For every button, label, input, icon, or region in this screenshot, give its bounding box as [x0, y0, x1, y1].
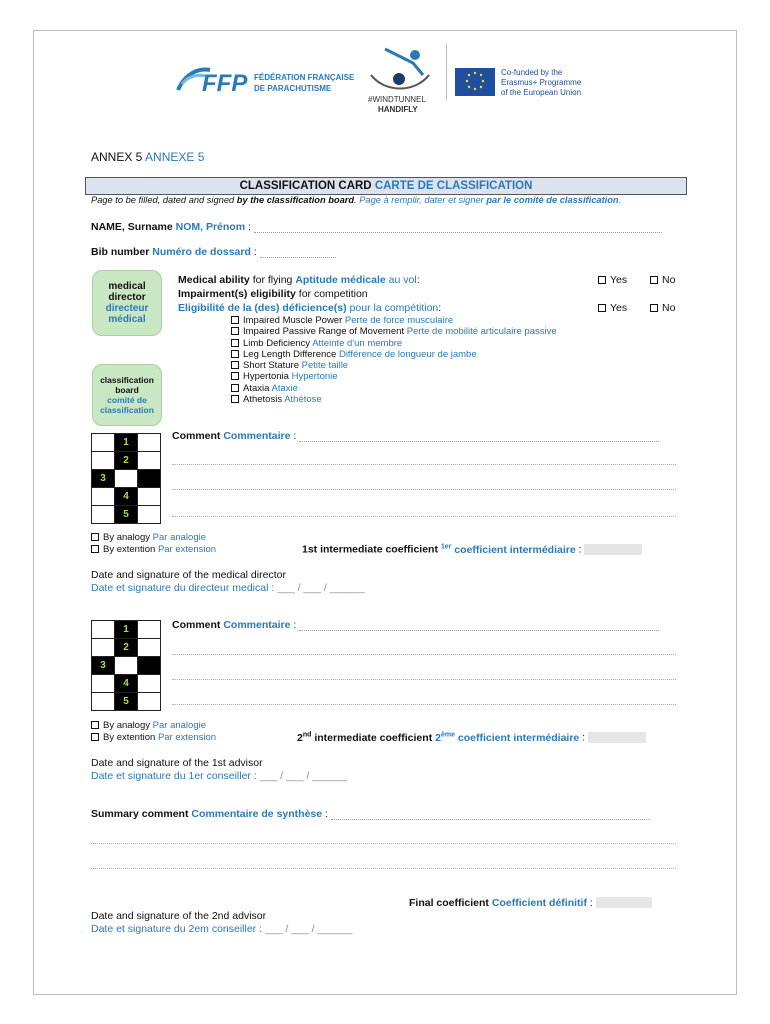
comment-line[interactable]	[172, 516, 676, 517]
impairment-en: Short Stature	[243, 360, 299, 372]
bib-colon: :	[250, 246, 257, 258]
coef2-en-pre: 2	[297, 731, 303, 744]
sig-advisor2-en: Date and signature of the 2nd advisor	[91, 910, 267, 922]
summary-line[interactable]	[91, 843, 676, 844]
impairment-en: Limb Deficiency	[243, 337, 311, 349]
impairment-fr: Atteinte d'un membre	[312, 337, 403, 349]
bib-input-line[interactable]	[260, 257, 336, 258]
summary-field[interactable]	[91, 808, 649, 820]
logo-divider	[446, 44, 447, 100]
by-extention-2[interactable]	[91, 732, 216, 743]
name-label-en: NAME, Surname	[91, 221, 173, 233]
instruction-end: .	[618, 195, 622, 205]
sig-advisor1-fr: Date et signature du 1er conseiller :	[91, 770, 257, 782]
checkbox-icon[interactable]	[650, 304, 658, 312]
medical-ability-colon: :	[416, 274, 420, 286]
medical-ability-yes[interactable]	[598, 274, 627, 286]
impairment-en: Ataxia	[243, 382, 270, 394]
badge-board-fr2: classification	[100, 405, 154, 415]
sig-advisor2-date[interactable]: ___ / ___ / ______	[264, 923, 353, 935]
by-extention-fr: Par extension	[157, 732, 217, 743]
badge-board-en2: board	[115, 385, 139, 395]
summary-label-en: Summary comment	[91, 808, 189, 820]
yes-label: Yes	[610, 302, 628, 314]
impairment-item[interactable]	[231, 394, 557, 405]
coef1-fr: coefficient intermédiaire	[451, 543, 576, 556]
grid-cell-5[interactable]: 5	[115, 506, 138, 524]
checkbox-icon[interactable]	[650, 276, 658, 284]
comment-line[interactable]	[172, 489, 676, 490]
checkbox-icon[interactable]	[598, 304, 606, 312]
eligibility-yes[interactable]	[598, 302, 627, 314]
impairment-fr: Ataxie	[271, 382, 298, 394]
no-label: No	[662, 274, 676, 286]
badge-board-en1: classification	[100, 375, 154, 385]
impairment-fr: Petite taille	[301, 360, 349, 372]
by-analogy-fr: Par analogie	[152, 720, 207, 731]
final-label-en: Final coefficient	[409, 897, 489, 909]
impairment-list	[231, 315, 557, 405]
card-title-fr: CARTE DE CLASSIFICATION	[374, 180, 533, 192]
instruction-fr: Page à remplir, dater et signer	[359, 195, 487, 205]
coefficient-1-field[interactable]	[302, 543, 642, 556]
grid-cell-2[interactable]: 2	[115, 639, 138, 657]
comment-field-1[interactable]	[172, 430, 659, 442]
coef1-fr-block	[441, 544, 576, 556]
by-analogy-1[interactable]	[91, 532, 206, 543]
coef2-en-block	[297, 732, 435, 744]
annex-heading	[91, 150, 204, 164]
comment-input-line[interactable]	[299, 441, 659, 442]
comment-label-fr: Commentaire	[223, 430, 291, 442]
checkbox-icon[interactable]	[91, 733, 99, 741]
checkbox-icon[interactable]	[91, 533, 99, 541]
name-input-line[interactable]	[254, 232, 662, 233]
coef2-fr-block	[435, 732, 579, 744]
coefficient-grid-1[interactable]	[91, 433, 161, 524]
badge-medical-fr1: directeur	[105, 303, 149, 314]
impairment-item[interactable]	[231, 360, 557, 371]
impairment-en: for competition	[295, 288, 368, 300]
final-label-fr: Coefficient définitif	[491, 897, 587, 909]
coef2-fr: coefficient intermédiaire	[454, 731, 580, 744]
erasmus-line1: Co-funded by the	[501, 68, 563, 77]
eu-flag-icon	[455, 68, 495, 96]
by-analogy-en: By analogy	[103, 720, 151, 731]
by-analogy-fr: Par analogie	[152, 532, 207, 543]
by-extention-1[interactable]	[91, 544, 216, 555]
name-field[interactable]	[91, 221, 662, 233]
instruction-sep: .	[354, 195, 360, 205]
erasmus-logo	[455, 68, 605, 104]
erasmus-line2: Erasmus+ Programme	[501, 78, 582, 87]
eligibilite-fr: pour la compétition	[346, 302, 439, 314]
windtunnel-line1: #WINDTUNNEL	[368, 95, 426, 104]
summary-label-fr: Commentaire de synthèse	[191, 808, 323, 820]
instruction-line	[91, 195, 621, 205]
badge-board-fr1: comité de	[107, 395, 147, 405]
coef1-fr-sup: 1er	[440, 543, 452, 550]
checkbox-icon[interactable]	[231, 372, 239, 380]
impairment-fr: Perte de mobilité articulaire passive	[406, 326, 557, 338]
comment-field-2[interactable]	[172, 619, 659, 631]
impairment-item[interactable]	[231, 338, 557, 349]
medical-ability-line	[178, 274, 420, 286]
badge-medical-en1: medical	[108, 281, 146, 292]
checkbox-icon[interactable]	[91, 545, 99, 553]
comment-line[interactable]	[172, 704, 676, 705]
checkbox-icon[interactable]	[231, 384, 239, 392]
coefficient-2-field[interactable]	[297, 731, 646, 744]
annex-en: ANNEX 5	[91, 150, 143, 164]
comment-colon: :	[290, 619, 297, 631]
coefficient-1-input[interactable]	[584, 544, 642, 555]
bib-field[interactable]	[91, 246, 336, 258]
comment-input-line[interactable]	[299, 630, 659, 631]
card-title-en: CLASSIFICATION CARD	[239, 180, 372, 192]
impairment-en: Hypertonia	[243, 371, 289, 383]
impairment-item[interactable]	[231, 371, 557, 382]
classification-board-badge	[92, 364, 162, 426]
medical-ability-en: for flying	[249, 274, 296, 286]
final-coefficient-field[interactable]	[409, 897, 652, 909]
annex-fr: ANNEXE 5	[145, 150, 205, 164]
impairment-en: Impaired Passive Range of Movement	[243, 326, 405, 338]
checkbox-icon[interactable]	[231, 327, 239, 335]
impairment-en: Athetosis	[243, 394, 283, 406]
checkbox-icon[interactable]	[231, 339, 239, 347]
sig-medical-date[interactable]: ___ / ___ / ______	[277, 582, 365, 594]
comment-line[interactable]	[172, 654, 676, 655]
comment-line[interactable]	[172, 464, 676, 465]
coef2-fr-pre: 2	[435, 731, 441, 744]
impairment-item[interactable]	[231, 326, 557, 337]
coef2-fr-sup: ème	[440, 731, 455, 738]
impairment-fr: Athétose	[284, 394, 322, 406]
ffp-logo	[176, 60, 355, 102]
by-extention-en: By extention	[103, 732, 156, 743]
medical-ability-fr-bold: Aptitude médicale	[295, 274, 386, 286]
comment-label-en: Comment	[172, 619, 221, 631]
impairment-item[interactable]	[231, 383, 557, 394]
windtunnel-flyer-icon	[365, 45, 435, 93]
coef2-en-sup: nd	[302, 731, 312, 738]
medical-director-badge	[92, 270, 162, 336]
name-label-fr: NOM, Prénom	[175, 221, 246, 233]
grid-cell-3[interactable]: 3	[92, 657, 115, 675]
card-title	[85, 177, 687, 195]
grid-cell-4[interactable]: 4	[115, 488, 138, 506]
instruction-en-bold: by the classification board	[236, 195, 355, 205]
sig-advisor2-fr: Date et signature du 2em conseiller :	[91, 923, 263, 935]
sig-advisor1-date[interactable]: ___ / ___ / ______	[259, 770, 348, 782]
grid-cell-1[interactable]: 1	[115, 434, 138, 452]
ffp-line1: FÉDÉRATION FRANÇAISE	[254, 73, 355, 82]
bib-label-fr: Numéro de dossard	[152, 246, 251, 258]
badge-medical-en2: director	[108, 292, 146, 303]
checkbox-icon[interactable]	[231, 395, 239, 403]
instruction-fr-bold: par le comité de classification	[486, 195, 619, 205]
coef2-colon: :	[579, 731, 586, 744]
comment-label-en: Comment	[172, 430, 221, 442]
impairment-fr: Perte de force musculaire	[344, 315, 454, 326]
coefficient-grid-2[interactable]	[91, 620, 161, 711]
by-analogy-2[interactable]	[91, 720, 206, 731]
by-extention-fr: Par extension	[157, 544, 217, 555]
checkbox-icon[interactable]	[231, 316, 239, 324]
sig-medical-fr-line[interactable]	[91, 582, 365, 594]
grid-cell-5[interactable]: 5	[115, 693, 138, 711]
summary-input-line[interactable]	[331, 819, 649, 820]
instruction-en: Page to be filled, dated and signed	[91, 195, 237, 205]
grid-cell-1[interactable]: 1	[115, 621, 138, 639]
by-extention-en: By extention	[103, 544, 156, 555]
grid-cell-3[interactable]: 3	[92, 470, 115, 488]
windtunnel-logo	[360, 45, 440, 117]
impairment-fr: Hypertonie	[291, 371, 338, 383]
ffp-line2: DE PARACHUTISME	[254, 84, 332, 93]
impairment-en: Leg Length Difference	[243, 348, 337, 360]
medical-ability-en-bold: Medical ability	[178, 274, 250, 286]
eligibilite-colon: :	[438, 302, 442, 314]
final-coefficient-input[interactable]	[596, 897, 652, 908]
eligibility-no[interactable]	[650, 302, 675, 314]
sig-medical-fr: Date et signature du directeur medical :	[91, 582, 275, 594]
summary-line[interactable]	[91, 868, 676, 869]
impairment-fr: Différence de longueur de jambe	[338, 348, 477, 360]
grid-cell-4[interactable]: 4	[115, 675, 138, 693]
yes-label: Yes	[610, 274, 628, 286]
impairment-en: Impaired Muscle Power	[243, 315, 343, 326]
coef1-colon: :	[575, 543, 582, 556]
windtunnel-line2: HANDIFLY	[378, 105, 418, 114]
sig-advisor2-fr-line[interactable]	[91, 923, 353, 935]
comment-colon: :	[290, 430, 297, 442]
final-colon: :	[586, 897, 593, 909]
name-colon: :	[245, 221, 251, 233]
eligibilite-line	[178, 302, 441, 314]
impairment-en-bold: Impairment(s) eligibility	[178, 288, 296, 300]
checkbox-icon[interactable]	[91, 721, 99, 729]
checkbox-icon[interactable]	[231, 350, 239, 358]
sig-advisor1-fr-line[interactable]	[91, 770, 347, 782]
impairment-eligibility-line	[178, 288, 368, 300]
badge-medical-fr2: médical	[108, 314, 146, 325]
checkbox-icon[interactable]	[598, 276, 606, 284]
ffp-mark: FFP	[202, 70, 248, 97]
checkbox-icon[interactable]	[231, 361, 239, 369]
grid-cell-2[interactable]: 2	[115, 452, 138, 470]
sig-advisor1-en: Date and signature of the 1st advisor	[91, 757, 263, 769]
impairment-item[interactable]	[231, 315, 557, 326]
sig-medical-en: Date and signature of the medical director	[91, 569, 286, 581]
impairment-item[interactable]	[231, 349, 557, 360]
comment-label-fr: Commentaire	[223, 619, 291, 631]
medical-ability-fr: au vol	[385, 274, 417, 286]
bib-label-en: Bib number	[91, 246, 150, 258]
coefficient-2-input[interactable]	[588, 732, 646, 743]
by-analogy-en: By analogy	[103, 532, 151, 543]
erasmus-line3: of the European Union	[501, 88, 582, 97]
eligibilite-fr-bold: Eligibilité de la (des) déficience(s)	[178, 302, 347, 314]
medical-ability-no[interactable]	[650, 274, 675, 286]
no-label: No	[662, 302, 676, 314]
coef1-en: 1st intermediate coefficient	[302, 543, 441, 556]
summary-colon: :	[322, 808, 328, 820]
coef2-en: intermediate coefficient	[311, 731, 436, 744]
comment-line[interactable]	[172, 679, 676, 680]
